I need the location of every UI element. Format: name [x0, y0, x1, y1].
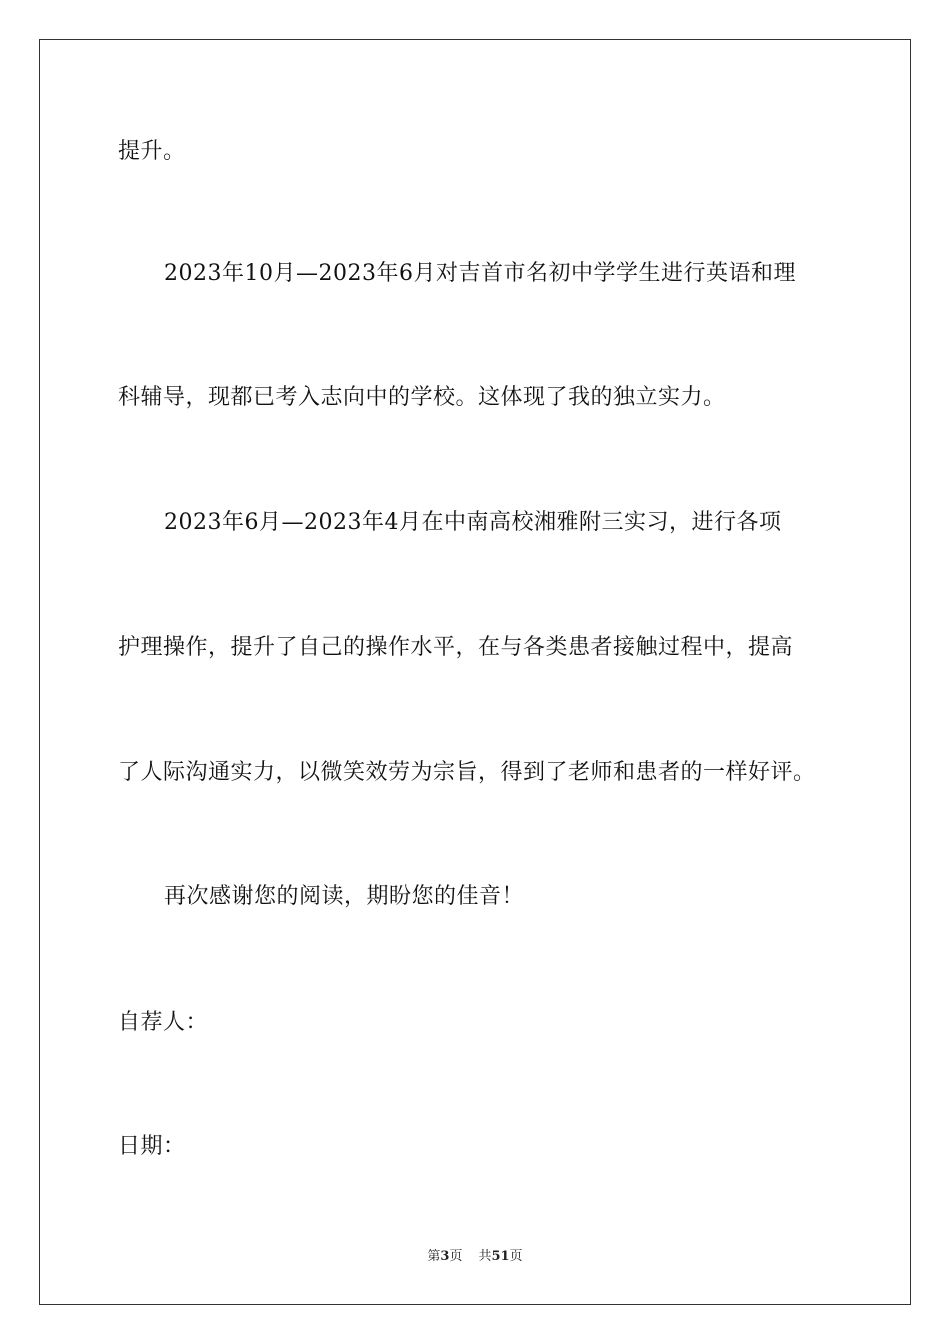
signatory-label: 自荐人： — [118, 1010, 209, 1035]
text-line-5: 护理操作，提升了自己的操作水平，在与各类患者接触过程中，提高 — [118, 635, 794, 660]
text-line-6: 了人际沟通实力，以微笑效劳为宗旨，得到了老师和患者的一样好评。 — [118, 760, 816, 785]
text-line-2: 2023年10月—2023年6月对吉首市名初中学学生进行英语和理 — [164, 261, 796, 286]
date-label: 日期： — [118, 1134, 186, 1159]
closing-line: 再次感谢您的阅读，期盼您的佳音！ — [164, 884, 525, 909]
page-prefix: 第 — [427, 1249, 441, 1264]
page-current: 3 — [440, 1249, 450, 1264]
page-suffix: 页 — [449, 1249, 463, 1264]
text-line-4: 2023年6月—2023年4月在中南高校湘雅附三实习，进行各项 — [164, 510, 782, 535]
page-frame — [39, 39, 911, 1305]
page-footer — [0, 1248, 950, 1266]
total-prefix: 共 — [478, 1249, 492, 1264]
total-suffix: 页 — [509, 1249, 523, 1264]
page-total: 51 — [491, 1249, 510, 1264]
text-line-3: 科辅导，现都已考入志向中的学校。这体现了我的独立实力。 — [118, 385, 726, 410]
text-line-1: 提升。 — [118, 139, 186, 164]
